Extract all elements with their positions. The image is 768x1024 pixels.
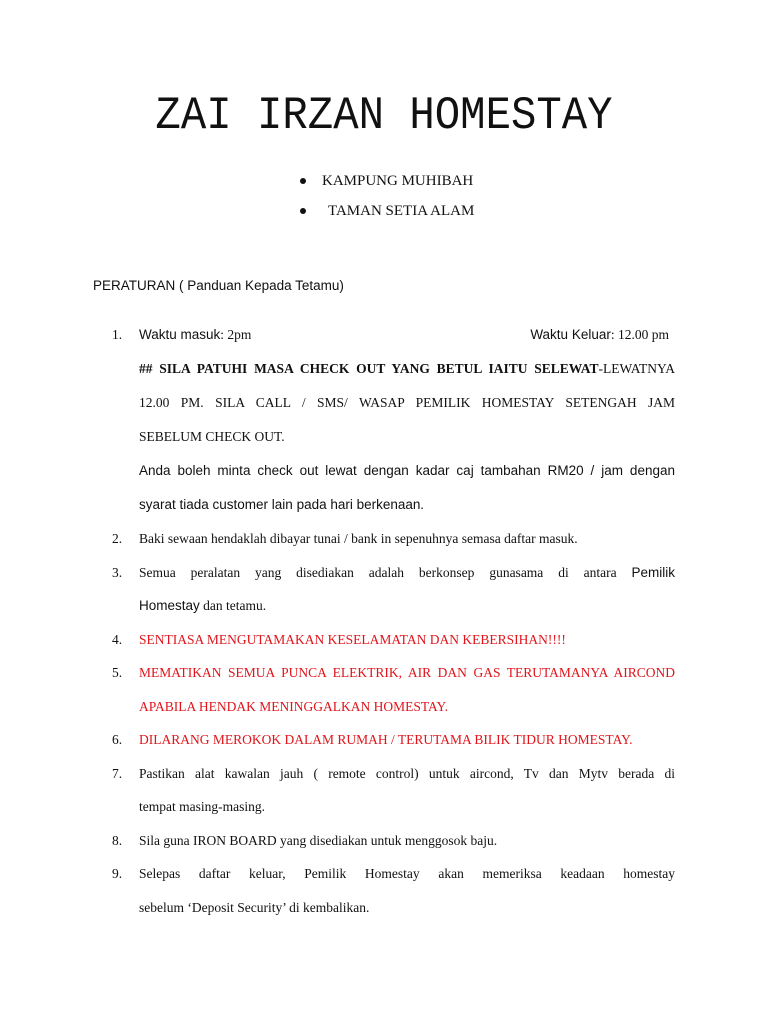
bullet-icon xyxy=(300,208,306,214)
rule-item xyxy=(112,824,675,858)
document-title: ZAI IRZAN HOMESTAY xyxy=(155,90,613,142)
late-checkout-line xyxy=(139,488,675,522)
rule-text: Baki sewaan hendaklah dibayar tunai / bank in sepenuhnya semasa daftar masuk. xyxy=(139,531,578,546)
rule-number: 3. xyxy=(112,564,123,580)
rule-number: 8. xyxy=(112,832,123,848)
location-item xyxy=(300,166,474,196)
rule-warning-text: MEMATIKAN SEMUA PUNCA ELEKTRIK, AIR DAN GAS TERUTAMANYA AIRCOND xyxy=(139,665,675,680)
rule-number: 4. xyxy=(112,631,123,647)
bullet-icon xyxy=(300,178,306,184)
rule-text-line: Pastikan alat kawalan jauh ( remote control) untuk aircond, Tv dan Mytv berada di xyxy=(139,765,675,781)
rule-warning-text: SENTIASA MENGUTAMAKAN KESELAMATAN DAN KEBERSIHAN!!!! xyxy=(139,631,566,647)
checkout-notice-line: 12.00 PM. SILA CALL / SMS/ WASAP PEMILIK HOMESTAY SETENGAH JAM xyxy=(139,395,675,410)
checkout-value: : 12.00 pm xyxy=(610,327,669,342)
rule-text: Semua peralatan yang disediakan adalah berkonsep gunasama di antara xyxy=(139,564,617,580)
rule-item xyxy=(112,656,675,723)
rule-text-line: Selepas daftar keluar, Pemilik Homestay akan memeriksa keadaan homestay xyxy=(139,866,675,881)
rule-number: 7. xyxy=(112,765,123,781)
checkout-label: Waktu Keluar xyxy=(530,327,611,342)
check-times-row xyxy=(139,318,675,352)
rule-bold-text: Homestay xyxy=(139,598,200,613)
rule-item xyxy=(112,623,675,657)
rule-bold-text: Pemilik xyxy=(631,564,676,580)
rule-item xyxy=(112,857,675,924)
checkout-notice-rest: -LEWATNYA xyxy=(598,361,675,376)
location-label: KAMPUNG MUHIBAH xyxy=(322,173,474,189)
rule-item xyxy=(112,723,675,757)
rule-item xyxy=(112,318,675,522)
checkin-label: Waktu masuk xyxy=(139,327,221,342)
rule-text-line: sebelum ‘Deposit Security’ di kembalikan. xyxy=(139,899,370,915)
rules-heading: PERATURAN ( Panduan Kepada Tetamu) xyxy=(93,278,344,293)
checkout-notice-line xyxy=(139,352,675,386)
rule-warning-text: APABILA HENDAK MENINGGALKAN HOMESTAY. xyxy=(139,698,448,714)
late-checkout-line: Anda boleh minta check out lewat dengan kadar caj tambahan RM20 / jam dengan xyxy=(139,463,675,478)
rule-text: dan tetamu. xyxy=(199,598,267,613)
rule-number: 9. xyxy=(112,866,123,881)
location-list xyxy=(300,166,474,226)
rule-number: 2. xyxy=(112,531,123,546)
checkout-notice-bold: ## SILA PATUHI MASA CHECK OUT YANG BETUL IAITU SELEWAT xyxy=(139,361,599,376)
location-label: TAMAN SETIA ALAM xyxy=(328,203,475,219)
checkin-time xyxy=(139,318,251,352)
checkout-notice-line: SEBELUM CHECK OUT. xyxy=(139,429,285,444)
rule-number: 1. xyxy=(112,327,123,342)
checkin-value: : 2pm xyxy=(220,327,252,342)
rule-warning-text: DILARANG MEROKOK DALAM RUMAH / TERUTAMA BILIK TIDUR HOMESTAY. xyxy=(139,732,633,747)
rule-text: Sila guna IRON BOARD yang disediakan untuk menggosok baju. xyxy=(139,832,498,848)
late-checkout-end: . xyxy=(420,497,424,512)
rules-list xyxy=(112,318,675,924)
rule-item xyxy=(112,522,675,556)
rule-text-line: tempat masing-masing. xyxy=(139,799,265,814)
checkout-time xyxy=(530,318,675,352)
rule-number: 6. xyxy=(112,732,123,747)
rule-number: 5. xyxy=(112,665,123,680)
rule-item xyxy=(112,556,675,623)
rule-text-line xyxy=(139,589,675,623)
late-checkout-text: syarat tiada customer lain pada hari berkenaan xyxy=(139,497,421,512)
rule-text-line xyxy=(139,556,675,590)
rule-item xyxy=(112,757,675,824)
location-item xyxy=(300,196,474,226)
